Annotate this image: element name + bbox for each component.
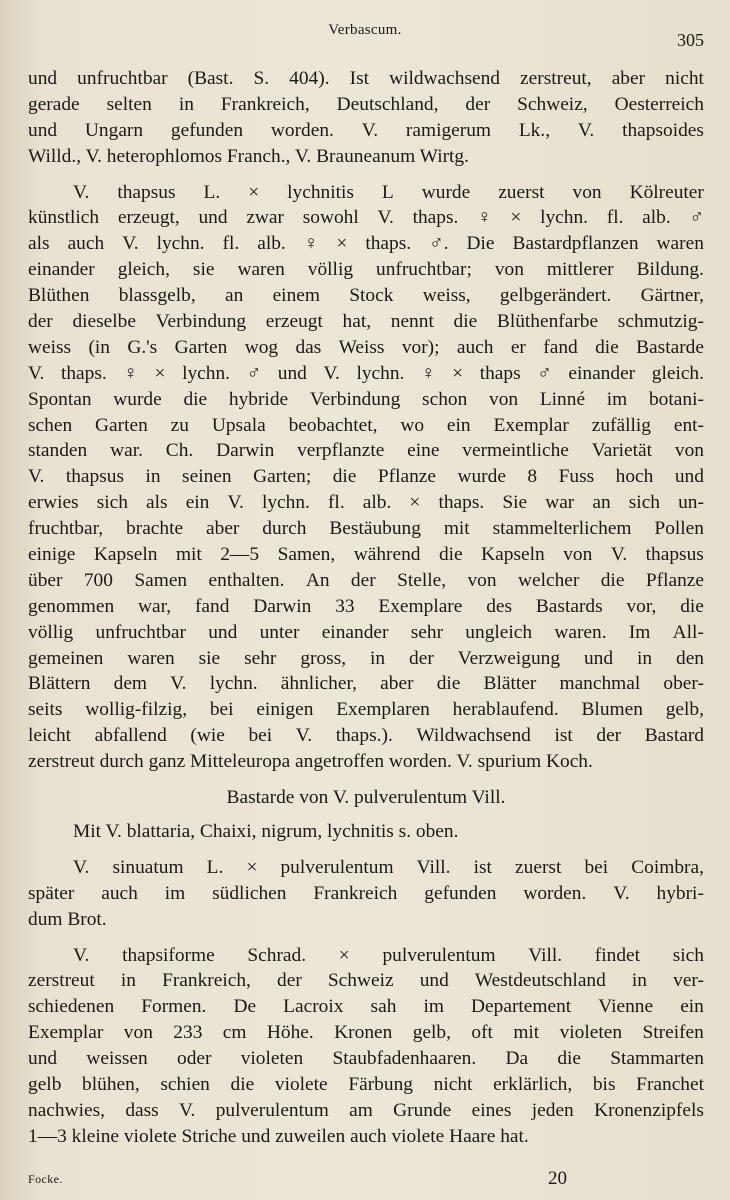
text-line: weiss (in G.'s Garten wog das Weiss vor); auch er fand die Bastarde [28,336,704,358]
text-line: einige Kapseln mit 2—5 Samen, während die Kapseln von V. thapsus [28,544,704,566]
text-line: zerstreut durch ganz Mitteleuropa angetroffen worden. V. spurium Koch. [28,751,593,773]
footer-sheet-number: 20 [548,1168,567,1189]
paragraph [28,855,704,933]
text-line: 1—3 kleine violete Striche und zuweilen auch violete Haare hat. [28,1125,529,1147]
text-line: Exemplar von 233 cm Höhe. Kronen gelb, oft mit violeten Streifen [28,1022,704,1044]
text-line: Willd., V. heterophlomos Franch., V. Brauneanum Wirtg. [28,145,469,167]
paragraph-gap [28,1150,704,1160]
text-line: nachwies, dass V. pulverulentum am Grunde eines jeden Kronenzipfels [28,1099,704,1121]
text-line: dum Brot. [28,908,107,930]
paragraph [28,943,704,1150]
paragraph [28,180,704,775]
running-title: Verbascum. [328,22,402,38]
text-line: gemeinen waren sie sehr gross, in der Verzweigung und in den [28,647,704,669]
page-body [28,66,704,1160]
text-line: leicht abfallend (wie bei V. thaps.). Wildwachsend ist der Bastard [28,725,704,747]
text-line: genommen war, fand Darwin 33 Exemplare des Bastards vor, die [28,595,704,617]
text-line: zerstreut in Frankreich, der Schweiz und Westdeutschland in ver- [28,970,704,992]
text-line: der dieselbe Verbindung erzeugt hat, nennt die Blüthenfarbe schmutzig- [28,311,704,333]
text-line: V. thapsus L. × lychnitis L wurde zuerst von Kölreuter [73,181,704,203]
text-line: seits wollig-filzig, bei einigen Exemplaren herablaufend. Blumen gelb, [28,699,704,721]
text-line: künstlich erzeugt, und zwar sowohl V. thaps. ♀ × lychn. fl. alb. ♂ [28,207,704,229]
paragraph-gap [28,170,704,180]
text-line: völlig unfruchtbar und unter einander sehr ungleich waren. Im All- [28,621,704,643]
text-line: schiedenen Formen. De Lacroix sah im Departement Vienne ein [28,996,704,1018]
text-line: Mit V. blattaria, Chaixi, nigrum, lychnitis s. oben. [73,820,459,842]
text-line: Blüthen blassgelb, an einem Stock weiss, gelbgerändert. Gärtner, [28,285,704,307]
text-line: erwies sich als ein V. lychn. fl. alb. × thaps. Sie war an sich un- [28,492,704,514]
footer-signature: Focke. [28,1172,63,1186]
text-line: V. thapsiforme Schrad. × pulverulentum Vill. findet sich [73,944,704,966]
section-heading: Bastarde von V. pulverulentum Vill. [226,787,506,809]
page-number: 305 [677,30,704,50]
paragraph-gap [28,775,704,785]
text-line: und unfruchtbar (Bast. S. 404). Ist wildwachsend zerstreut, aber nicht [28,68,704,89]
text-line: gelb blühen, schien die violete Färbung nicht erklärlich, bis Franchet [28,1073,704,1095]
paragraph-gap [28,845,704,855]
paragraph-gap [28,933,704,943]
text-line: fruchtbar, brachte aber durch Bestäubung mit stammelterlichem Pollen [28,518,704,540]
text-line: V. thaps. ♀ × lychn. ♂ und V. lychn. ♀ × thaps ♂ einander gleich. [28,362,704,384]
text-line: Spontan wurde die hybride Verbindung schon von Linné im botani- [28,388,704,410]
text-line: später auch im südlichen Frankreich gefunden worden. V. hybri- [28,882,704,904]
text-line: V. sinuatum L. × pulverulentum Vill. ist zuerst bei Coimbra, [73,856,704,878]
text-line: einander gleich, sie waren völlig unfruchtbar; von mittlerer Bildung. [28,259,704,281]
text-line: über 700 Samen enthalten. An der Stelle, von welcher die Pflanze [28,569,704,591]
text-line: standen war. Ch. Darwin verpflanzte eine vermeintliche Varietät von [28,440,704,462]
text-line: V. thapsus in seinen Garten; die Pflanze wurde 8 Fuss hoch und [28,466,704,488]
heading-gap [28,811,704,819]
text-line: Blättern dem V. lychn. ähnlicher, aber die Blätter manchmal ober- [28,673,704,695]
text-line: schen Garten zu Upsala beobachtet, wo ein Exemplar zufällig ent- [28,414,704,436]
text-line: und weissen oder violeten Staubfadenhaaren. Da die Stammarten [28,1048,704,1070]
text-line: als auch V. lychn. fl. alb. ♀ × thaps. ♂. Die Bastardpflanzen waren [28,233,704,255]
paragraph [28,66,704,170]
text-line: und Ungarn gefunden worden. V. ramigerum Lk., V. thapsoides [28,119,704,141]
paragraph [28,819,704,845]
text-line: gerade selten in Frankreich, Deutschland, der Schweiz, Oesterreich [28,93,704,115]
